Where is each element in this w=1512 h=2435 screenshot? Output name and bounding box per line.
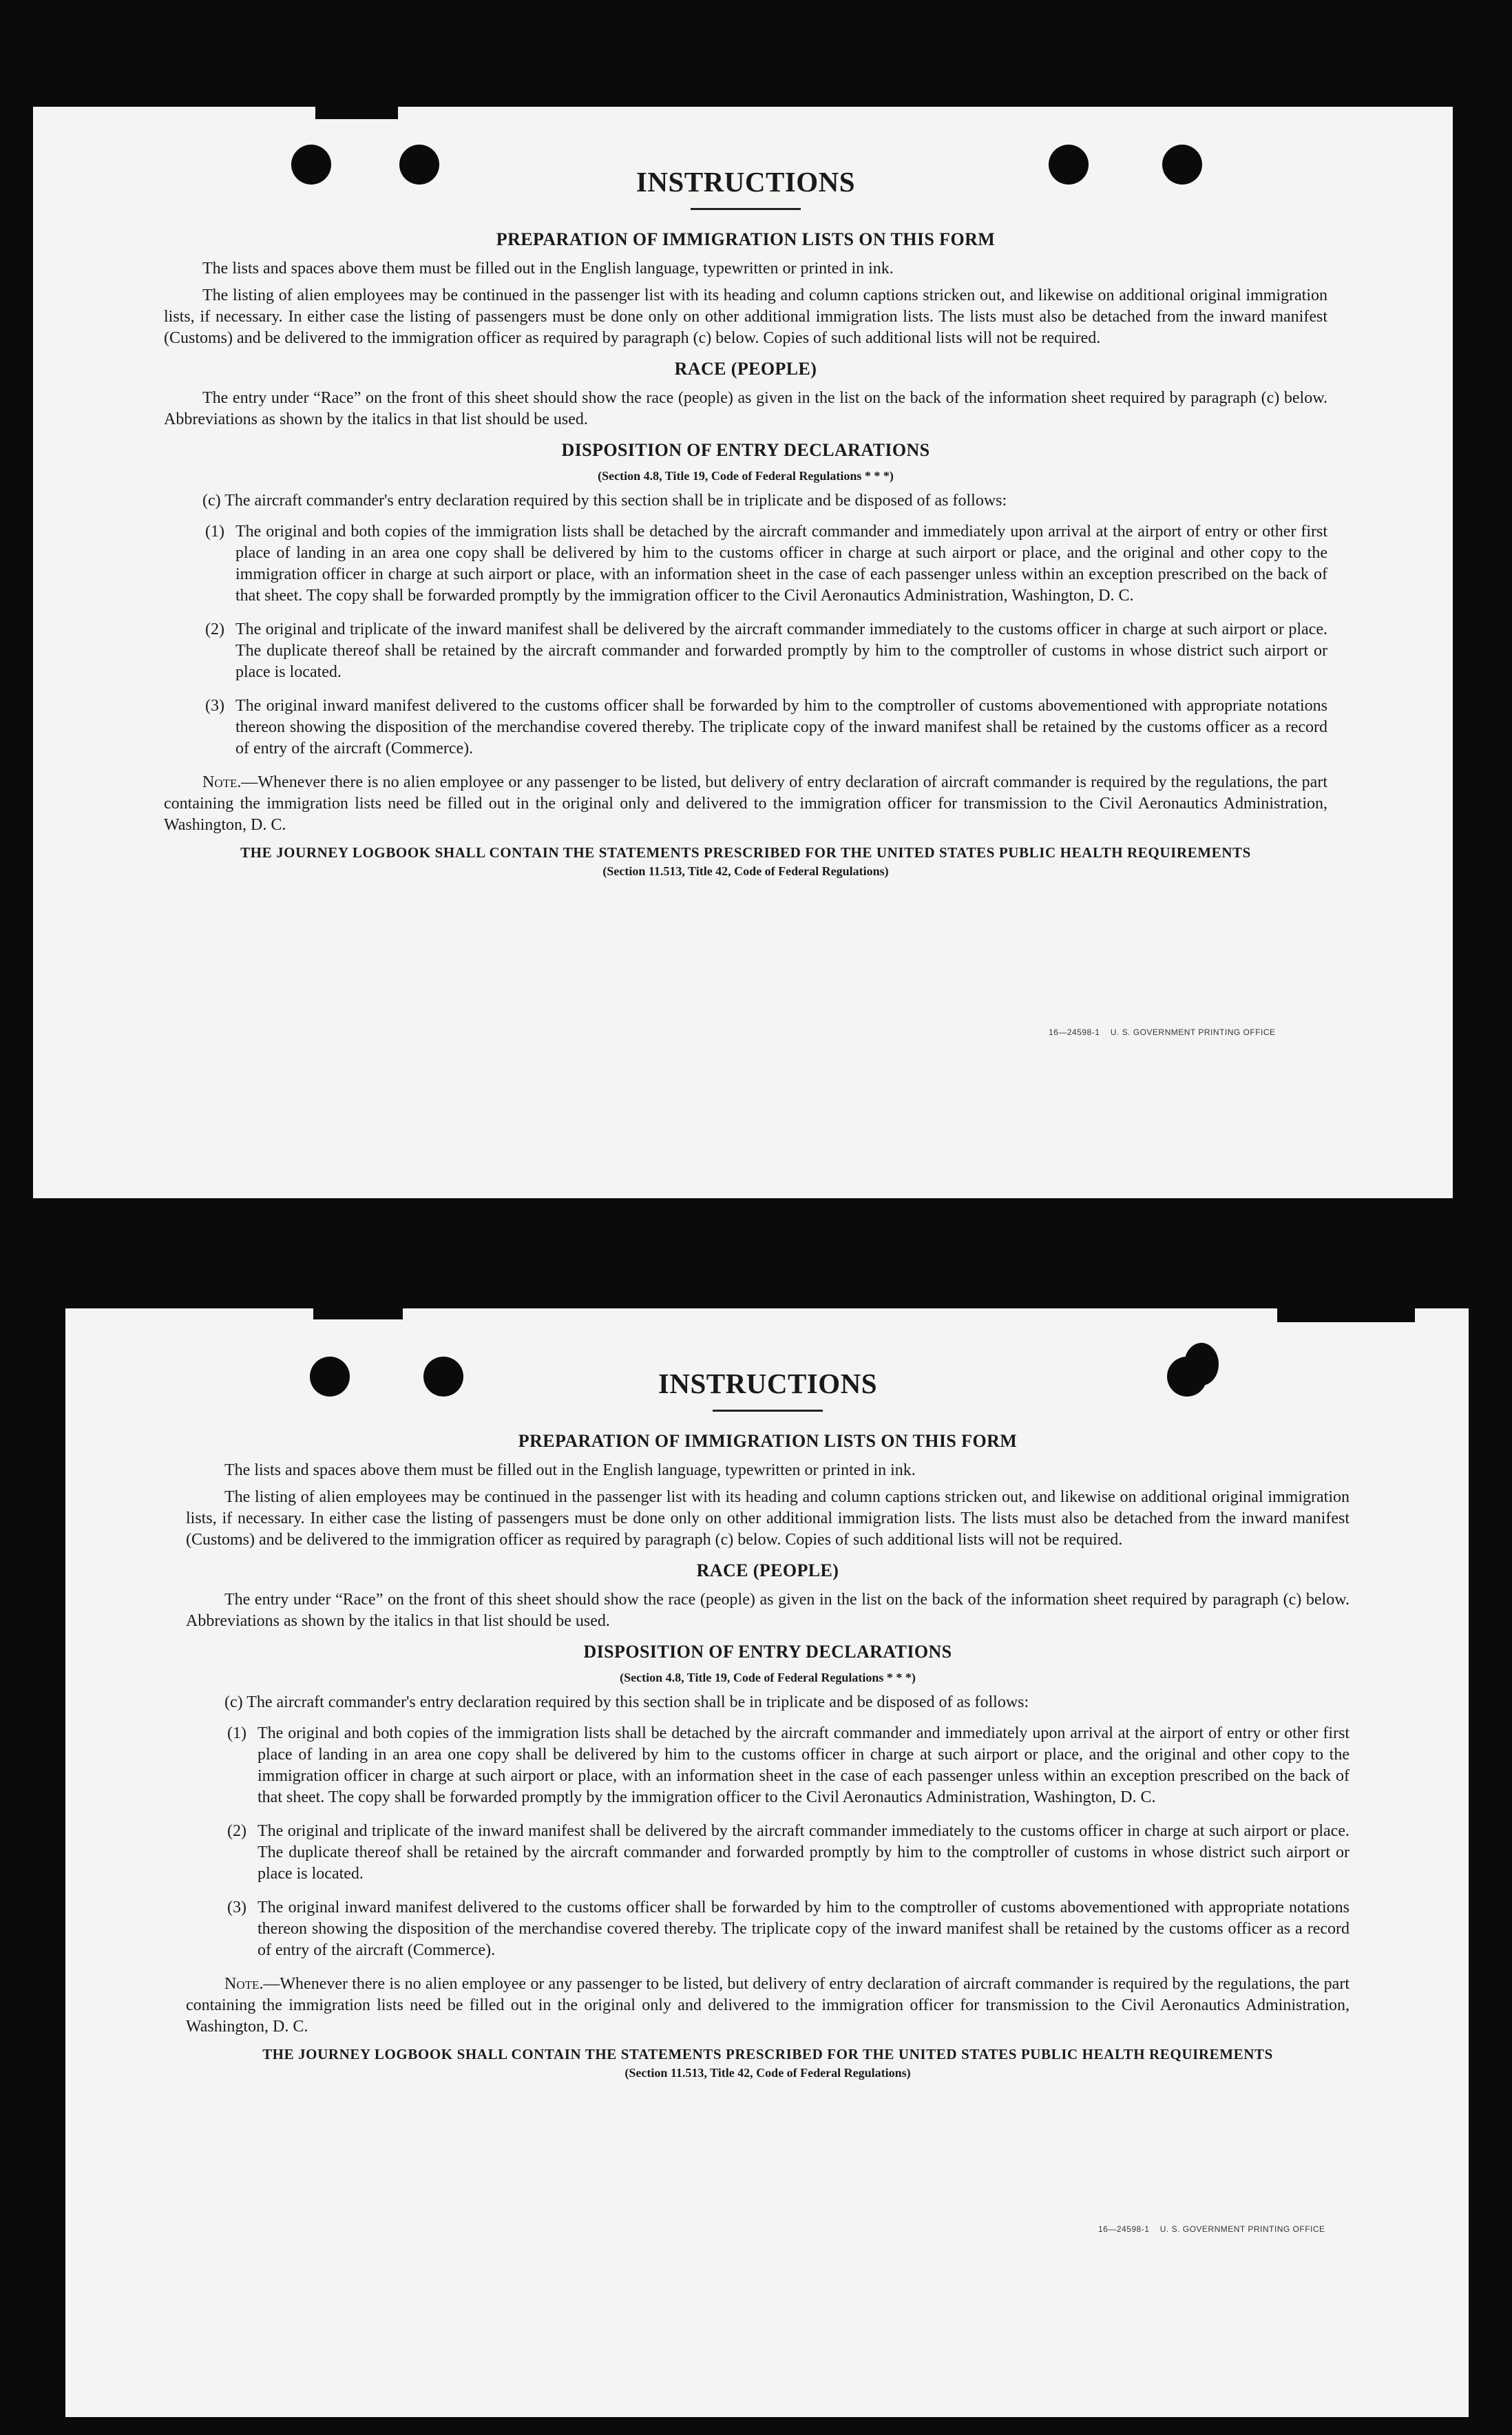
race-paragraph: The entry under “Race” on the front of this sheet should show the race (people) as given in the list on the back of the information sheet required by paragraph (c) below. Abbreviations as shown by the italics in that list should be used. <box>164 389 1327 428</box>
torn-edge <box>1277 1308 1415 1322</box>
torn-edge <box>313 1308 403 1319</box>
print-code: 16—24598-1 <box>1098 2224 1150 2234</box>
note-label: Note. <box>202 773 242 791</box>
item-number: (2) <box>205 620 224 638</box>
note-text: —Whenever there is no alien employee or any passenger to be listed, but delivery of entry declaration of aircraft commander is required by the regulations, the part containing the immigration lists need be filled out in the original only and delivered to the immigration officer for transmission to the Civil Aeronautics Administration, Washington, D. C. <box>164 773 1327 834</box>
page-title: INSTRUCTIONS <box>636 166 856 198</box>
journey-statement: THE JOURNEY LOGBOOK SHALL CONTAIN THE STATEMENTS PRESCRIBED FOR THE UNITED STATES PUBLIC HEALTH REQUIREMENTS <box>262 2046 1273 2062</box>
disposition-heading: DISPOSITION OF ENTRY DECLARATIONS <box>561 440 930 460</box>
numbered-item <box>227 1897 1350 1961</box>
print-imprint <box>1098 2224 1325 2234</box>
disposition-intro: (c) The aircraft commander's entry declaration required by this section shall be in triplicate and be disposed of as follows: <box>224 1693 1029 1711</box>
prep-paragraph: The lists and spaces above them must be filled out in the English language, typewritten or printed in ink. <box>224 1461 916 1479</box>
prep-paragraph: The listing of alien employees may be continued in the passenger list with its heading and column captions stricken out, and likewise on additional original immigration lists, if necessary. In either case the listing of passengers must be done only on other additional immigration lists. The lists must also be detached from the inward manifest (Customs) and be delivered to the immigration officer as required by paragraph (c) below. Copies of such additional lists will not be required. <box>186 1488 1350 1549</box>
page-title: INSTRUCTIONS <box>658 1368 878 1399</box>
journey-statement: THE JOURNEY LOGBOOK SHALL CONTAIN THE STATEMENTS PRESCRIBED FOR THE UNITED STATES PUBLIC HEALTH REQUIREMENTS <box>240 844 1251 861</box>
print-office: U. S. GOVERNMENT PRINTING OFFICE <box>1110 1027 1276 1037</box>
item-number: (1) <box>227 1724 246 1742</box>
print-office: U. S. GOVERNMENT PRINTING OFFICE <box>1159 2224 1325 2234</box>
numbered-item <box>205 619 1327 683</box>
item-text: The original and both copies of the immigration lists shall be detached by the aircraft commander and immediately upon arrival at the airport of entry or other first place of landing in an area one copy shall be delivered by him to the customs officer in charge at such airport or place, and the original and other copy to the immigration officer in charge at such airport or place, with an information sheet in the case of each passenger unless within an exception prescribed on the back of that sheet. The copy shall be forwarded promptly by the immigration officer to the Civil Aeronautics Administration, Washington, D. C. <box>258 1724 1350 1806</box>
numbered-item <box>227 1821 1350 1885</box>
item-text: The original and triplicate of the inward manifest shall be delivered by the aircraft commander immediately to the customs officer in charge at such airport or place. The duplicate thereof shall be retained by the aircraft commander and forwarded promptly by him to the comptroller of customs in whose district such airport or place is located. <box>235 620 1327 681</box>
journey-citation: (Section 11.513, Title 42, Code of Federal Regulations) <box>602 864 889 878</box>
prep-heading: PREPARATION OF IMMIGRATION LISTS ON THIS FORM <box>496 229 996 249</box>
race-heading: RACE (PEOPLE) <box>674 359 817 379</box>
item-number: (3) <box>227 1899 246 1916</box>
prep-heading: PREPARATION OF IMMIGRATION LISTS ON THIS FORM <box>518 1431 1018 1451</box>
item-number: (2) <box>227 1822 246 1840</box>
item-text: The original inward manifest delivered to the customs officer shall be forwarded by him to the comptroller of customs abovementioned with appropriate notations thereon showing the disposition of the merchandise covered thereby. The triplicate copy of the inward manifest shall be retained by the customs officer as a record of entry of the aircraft (Commerce). <box>258 1899 1350 1959</box>
item-text: The original and triplicate of the inward manifest shall be delivered by the aircraft commander immediately to the customs officer in charge at such airport or place. The duplicate thereof shall be retained by the aircraft commander and forwarded promptly by him to the comptroller of customs in whose district such airport or place is located. <box>258 1822 1350 1883</box>
disposition-citation: (Section 4.8, Title 19, Code of Federal Regulations * * *) <box>620 1671 916 1684</box>
form-sheet-bottom <box>65 1308 1469 2417</box>
item-text: The original and both copies of the immigration lists shall be detached by the aircraft commander and immediately upon arrival at the airport of entry or other first place of landing in an area one copy shall be delivered by him to the customs officer in charge at such airport or place, and the original and other copy to the immigration officer in charge at such airport or place, with an information sheet in the case of each passenger unless within an exception prescribed on the back of that sheet. The copy shall be forwarded promptly by the immigration officer to the Civil Aeronautics Administration, Washington, D. C. <box>235 523 1327 605</box>
disposition-heading: DISPOSITION OF ENTRY DECLARATIONS <box>583 1642 952 1662</box>
note-paragraph <box>186 1974 1350 2038</box>
prep-paragraph: The listing of alien employees may be continued in the passenger list with its heading and column captions stricken out, and likewise on additional original immigration lists, if necessary. In either case the listing of passengers must be done only on other additional immigration lists. The lists must also be detached from the inward manifest (Customs) and be delivered to the immigration officer as required by paragraph (c) below. Copies of such additional lists will not be required. <box>164 286 1327 347</box>
prep-paragraph: The lists and spaces above them must be filled out in the English language, typewritten or printed in ink. <box>202 260 894 278</box>
note-paragraph <box>164 772 1327 836</box>
item-text: The original inward manifest delivered to the customs officer shall be forwarded by him to the comptroller of customs abovementioned with appropriate notations thereon showing the disposition of the merchandise covered thereby. The triplicate copy of the inward manifest shall be retained by the customs officer as a record of entry of the aircraft (Commerce). <box>235 697 1327 757</box>
print-code: 16—24598-1 <box>1049 1027 1100 1037</box>
instructions-body <box>164 165 1327 879</box>
item-number: (3) <box>205 697 224 715</box>
disposition-citation: (Section 4.8, Title 19, Code of Federal Regulations * * *) <box>598 469 894 483</box>
note-label: Note. <box>224 1975 264 1993</box>
race-paragraph: The entry under “Race” on the front of this sheet should show the race (people) as given in the list on the back of the information sheet required by paragraph (c) below. Abbreviations as shown by the italics in that list should be used. <box>186 1591 1350 1630</box>
torn-corner <box>315 107 398 119</box>
note-text: —Whenever there is no alien employee or any passenger to be listed, but delivery of entry declaration of aircraft commander is required by the regulations, the part containing the immigration lists need be filled out in the original only and delivered to the immigration officer for transmission to the Civil Aeronautics Administration, Washington, D. C. <box>186 1975 1350 2036</box>
disposition-intro: (c) The aircraft commander's entry declaration required by this section shall be in triplicate and be disposed of as follows: <box>202 492 1007 510</box>
numbered-item <box>205 521 1327 607</box>
instructions-body <box>186 1367 1350 2080</box>
numbered-item <box>205 696 1327 760</box>
print-imprint <box>1049 1027 1276 1037</box>
journey-citation: (Section 11.513, Title 42, Code of Federal Regulations) <box>624 2066 911 2080</box>
race-heading: RACE (PEOPLE) <box>696 1560 839 1580</box>
numbered-item <box>227 1723 1350 1808</box>
item-number: (1) <box>205 523 224 541</box>
form-sheet-top <box>33 107 1453 1198</box>
title-rule <box>691 208 801 210</box>
title-rule <box>713 1410 823 1412</box>
